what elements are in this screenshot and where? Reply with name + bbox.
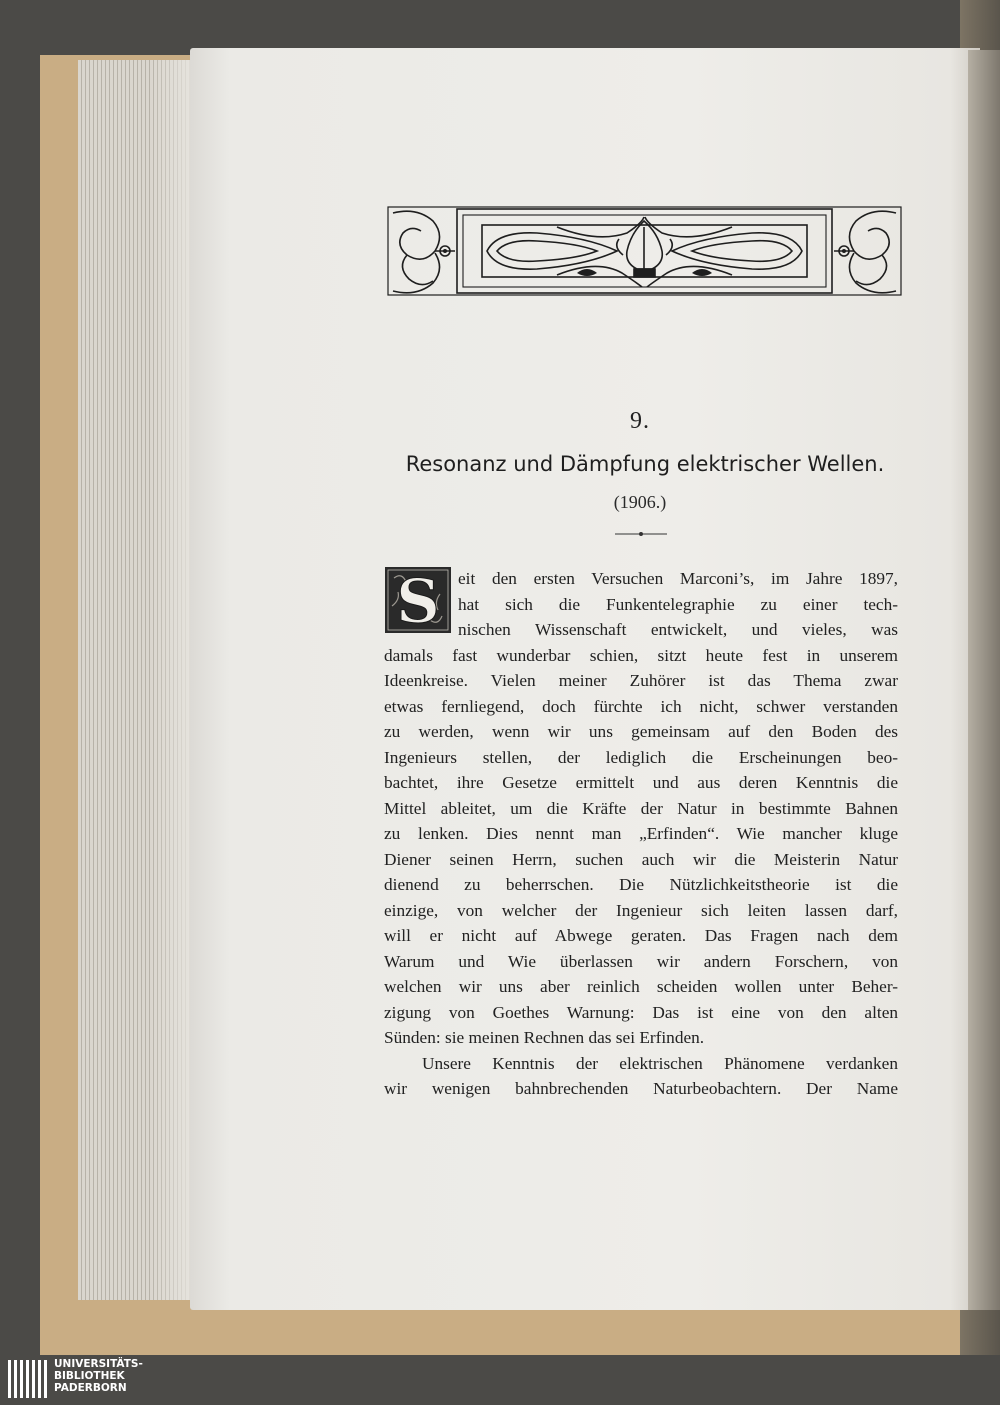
body-line: Mittel ableitet, um die Kräfte der Natur in bestimmte Bahnen	[384, 798, 898, 818]
library-logo-line: BIBLIOTHEK	[54, 1370, 125, 1382]
body-line: nischen Wissenschaft entwickelt, und vieles, was	[458, 620, 898, 639]
body-line: etwas fernliegend, doch fürchte ich nicht, schwer verstanden	[384, 696, 898, 716]
book-gutter	[968, 50, 1000, 1310]
dropcap-letter: S	[396, 567, 440, 634]
body-line: bachtet, ihre Gesetze ermittelt und aus deren Kenntnis die	[384, 773, 898, 792]
library-logo-icon	[8, 1360, 48, 1398]
library-logo-text	[54, 1358, 214, 1394]
body-line: Diener seinen Herrn, suchen auch wir die Meisterin Natur	[384, 849, 898, 869]
art-nouveau-header-ornament	[387, 203, 902, 301]
library-logo-line: PADERBORN	[54, 1382, 127, 1394]
body-line: Ingenieurs stellen, der lediglich die Erscheinungen beo-	[384, 747, 898, 767]
chapter-title: Resonanz und Dämpfung elektrischer Wellen.	[405, 452, 885, 476]
body-line: zu lenken. Dies nennt man „Erfinden“. Wie mancher kluge	[384, 824, 898, 843]
body-line: einzige, von welcher der Ingenieur sich leiten lassen darf,	[384, 900, 898, 920]
body-line: Unsere Kenntnis der elektrischen Phänomene verdanken	[422, 1053, 898, 1073]
chapter-number: 9.	[630, 408, 650, 434]
body-line: Ideenkreise. Vielen meiner Zuhörer ist das Thema zwar	[384, 671, 898, 690]
body-line: damals fast wunderbar schien, sitzt heute fest in unserem	[384, 645, 898, 665]
body-line: dienend zu beherrschen. Die Nützlichkeitstheorie ist die	[384, 875, 898, 894]
body-line: eit den ersten Versuchen Marconi’s, im Jahre 1897,	[458, 569, 898, 588]
decorative-rule	[615, 530, 667, 538]
body-line: zigung von Goethes Warnung: Das ist eine von den alten	[384, 1002, 898, 1022]
body-line: wir wenigen bahnbrechenden Naturbeobachtern. Der Name	[384, 1079, 898, 1098]
body-line: welchen wir uns aber reinlich scheiden wollen unter Beher-	[384, 977, 898, 996]
body-line: will er nicht auf Abwege geraten. Das Fragen nach dem	[384, 926, 898, 945]
body-text	[384, 566, 898, 1102]
body-line: Warum und Wie überlassen wir andern Forschern, von	[384, 951, 898, 971]
library-logo-line: UNIVERSITÄTS-	[54, 1358, 143, 1370]
chapter-year: (1906.)	[613, 492, 667, 512]
body-line: hat sich die Funkentelegraphie zu einer tech-	[458, 594, 898, 614]
body-line: zu werden, wenn wir uns gemeinsam auf den Boden des	[384, 722, 898, 741]
body-line: Sünden: sie meinen Rechnen das sei Erfinden.	[384, 1028, 705, 1047]
